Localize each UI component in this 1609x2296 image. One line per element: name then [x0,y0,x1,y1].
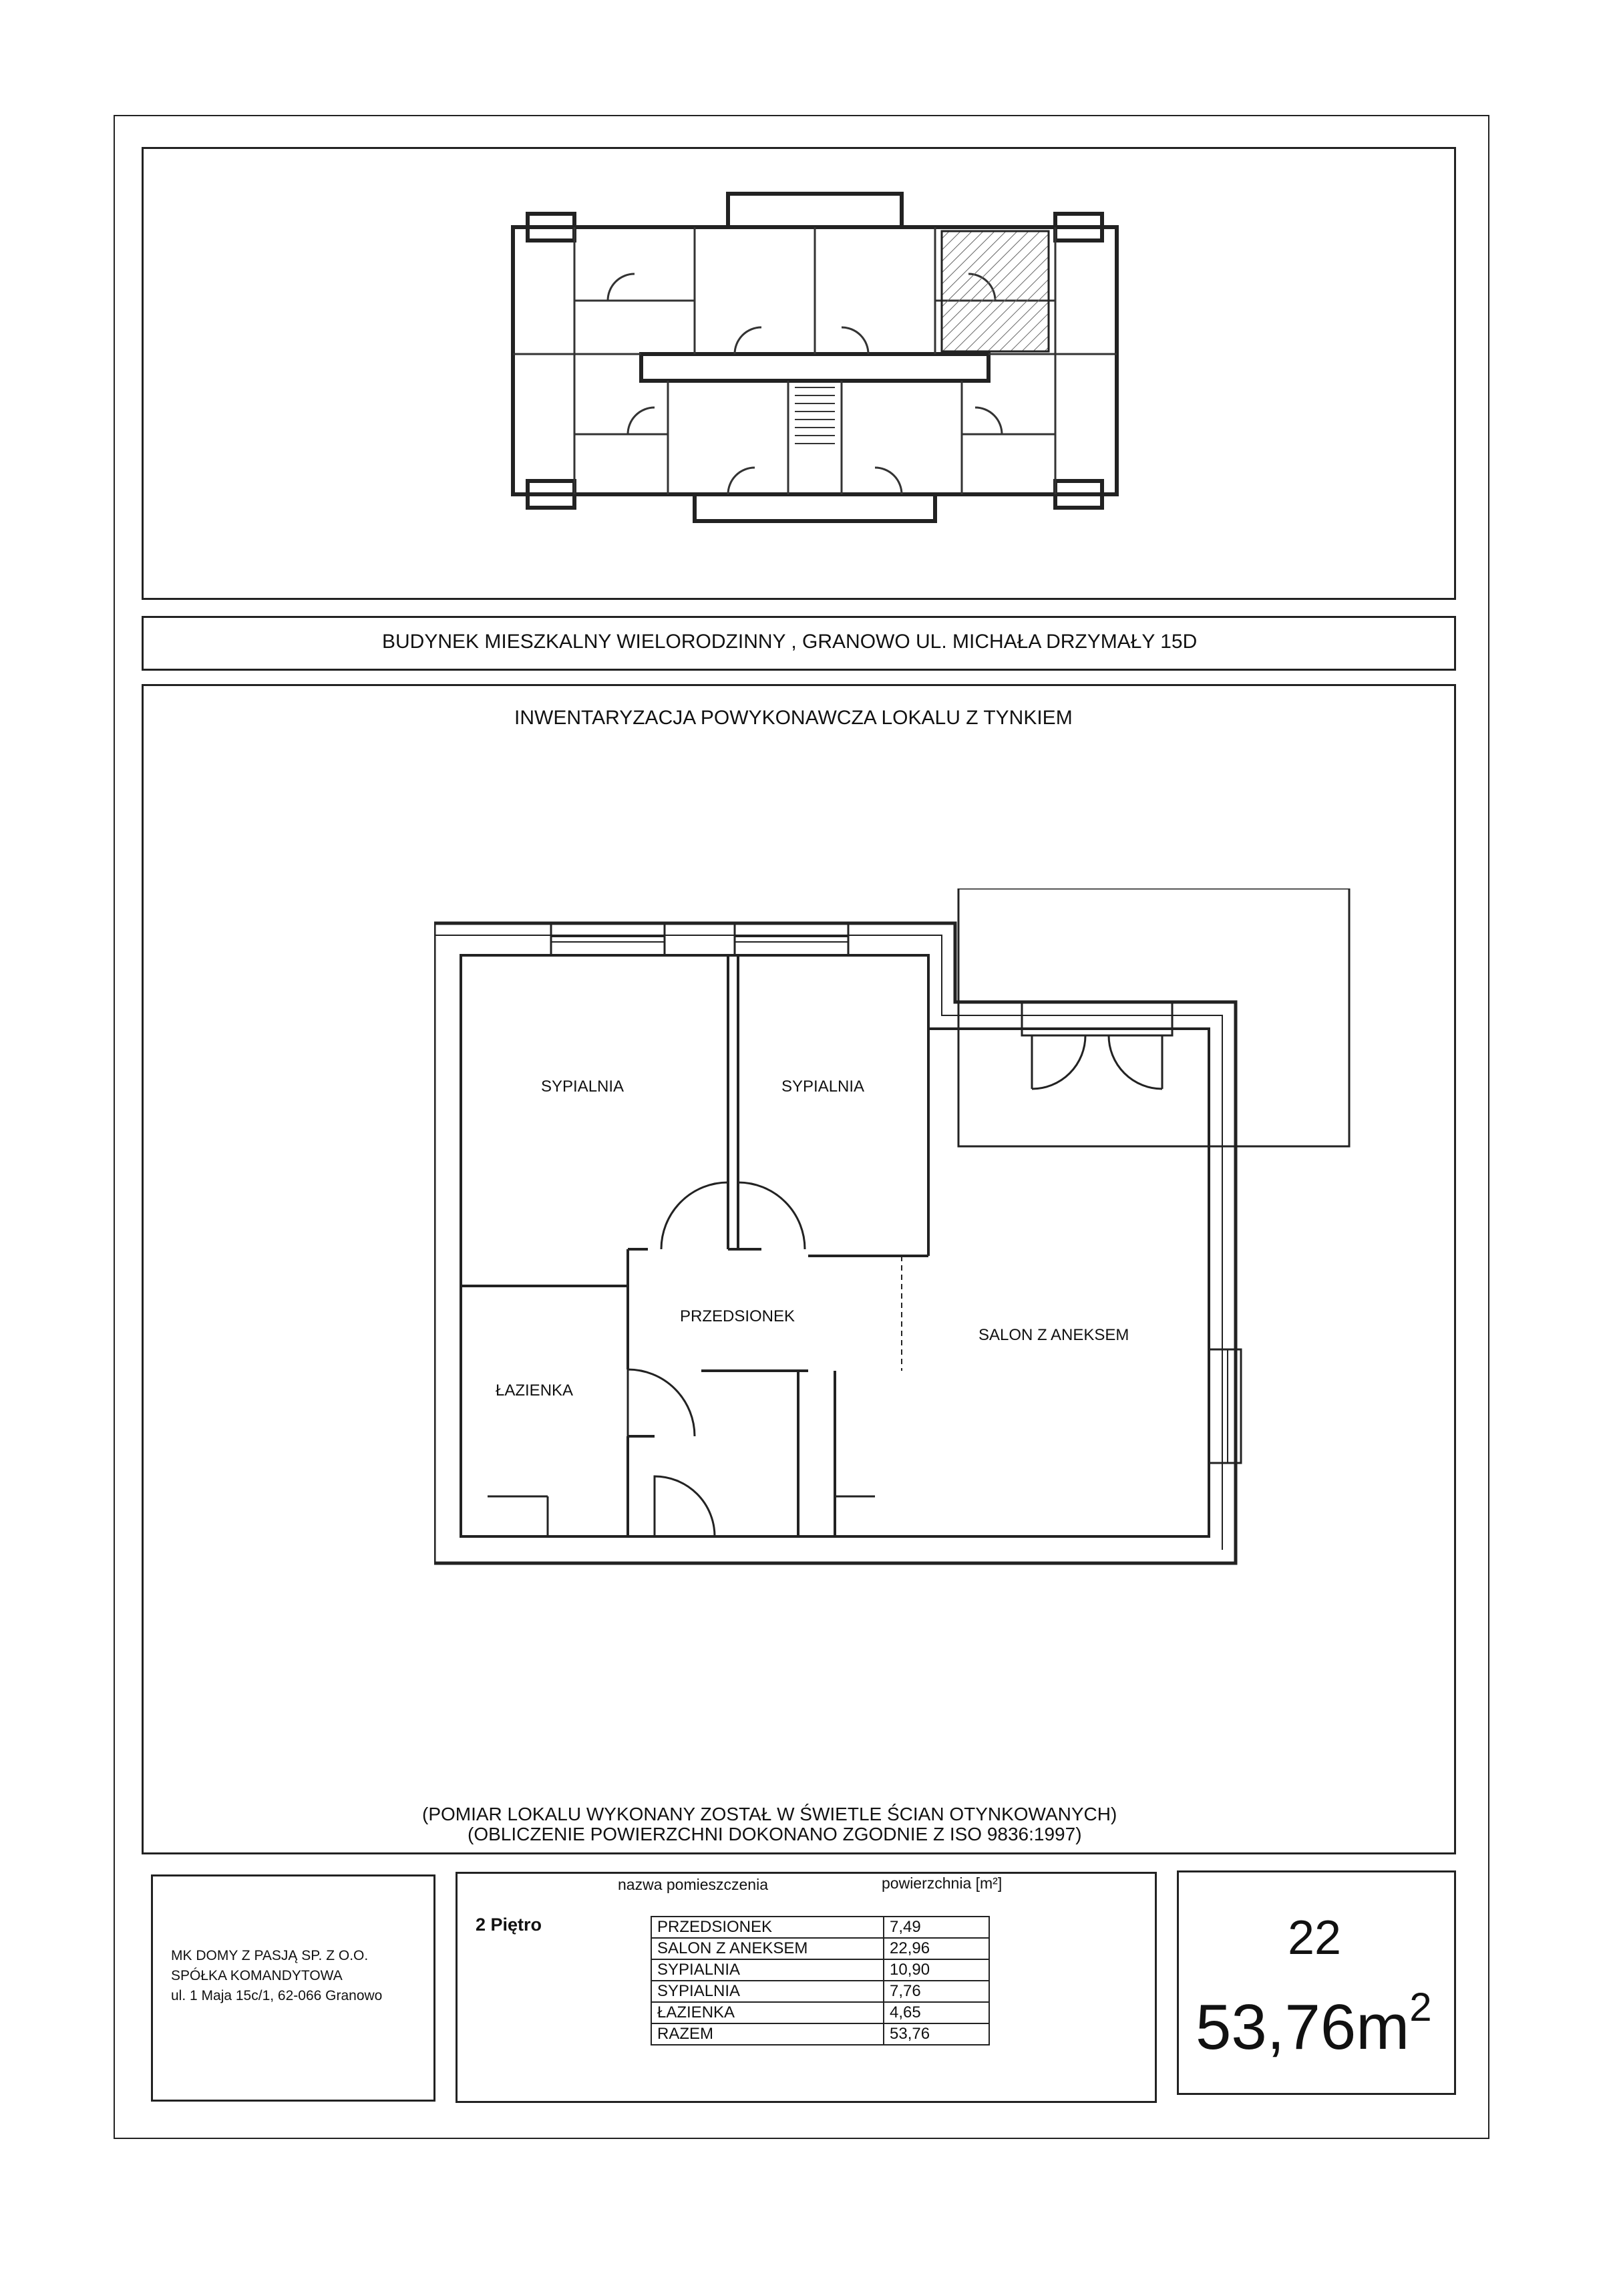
plan-title: INWENTARYZACJA POWYKONAWCZA LOKALU Z TYNKIEM [514,707,1073,729]
room-name-cell: RAZEM [651,2023,884,2045]
room-name-cell: SALON Z ANEKSEM [651,1938,884,1959]
room-area-cell: 22,96 [884,1938,989,1959]
table-row [651,1938,989,1959]
company-address: ul. 1 Maja 15c/1, 62-066 Granowo [171,1988,383,2003]
column-header-room-name: nazwa pomieszczenia [618,1876,769,1893]
note-iso: (OBLICZENIE POWIERZCHNI DOKONANO ZGODNIE Z ISO 9836:1997) [468,1824,1082,1844]
table-row [651,1959,989,1981]
unit-number: 22 [1288,1911,1342,1965]
floor-label: 2 Piętro [476,1915,542,1935]
room-label-living: SALON Z ANEKSEM [978,1326,1129,1344]
note-measurement: (POMIAR LOKALU WYKONANY ZOSTAŁ W ŚWIETLE ŚCIAN OTYNKOWANYCH) [422,1804,1117,1824]
unit-area-value: 53,76m [1196,1991,1410,2063]
room-label-bathroom: ŁAZIENKA [496,1381,574,1400]
room-name-cell: ŁAZIENKA [651,2002,884,2023]
table-row [651,2023,989,2045]
building-title: BUDYNEK MIESZKALNY WIELORODZINNY , GRANOWO UL. MICHAŁA DRZYMAŁY 15D [382,631,1198,653]
column-header-area: powierzchnia [m²] [882,1874,1003,1892]
building-overview-plan [494,187,1135,561]
room-label-bedroom-1: SYPIALNIA [541,1078,624,1096]
table-row [651,2002,989,2023]
room-name-cell: PRZEDSIONEK [651,1917,884,1938]
room-area-cell: 53,76 [884,2023,989,2045]
room-label-bedroom-2: SYPIALNIA [781,1078,865,1096]
room-area-cell: 4,65 [884,2002,989,2023]
table-row [651,1917,989,1938]
room-name-cell: SYPIALNIA [651,1959,884,1981]
room-area-cell: 10,90 [884,1959,989,1981]
unit-area [1196,1984,1432,2064]
area-table [651,1916,990,2045]
floor-plan [434,888,1369,1597]
company-type: SPÓŁKA KOMANDYTOWA [171,1968,343,1983]
company-name: MK DOMY Z PASJĄ SP. Z O.O. [171,1948,369,1963]
unit-area-exponent: 2 [1409,1985,1432,2029]
room-label-hall: PRZEDSIONEK [680,1307,795,1325]
table-row [651,1981,989,2002]
room-area-cell: 7,49 [884,1917,989,1938]
room-name-cell: SYPIALNIA [651,1981,884,2002]
room-area-cell: 7,76 [884,1981,989,2002]
